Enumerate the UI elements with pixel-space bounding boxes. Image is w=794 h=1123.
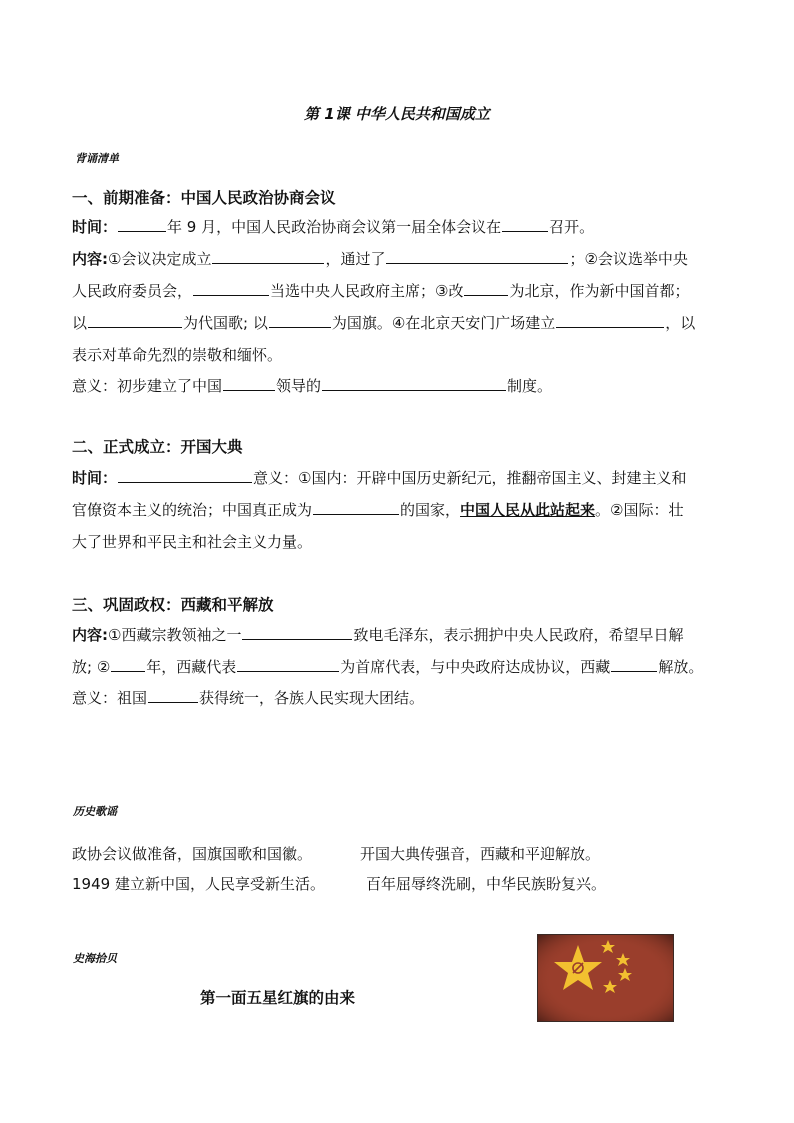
s2-l2a: 官僚资本主义的统治；中国真正成为 [72, 501, 313, 519]
s3-l2a: 放; ② [72, 658, 111, 676]
s3-l2d: 解放。 [658, 658, 704, 676]
section3-heading: 三、巩固政权：西藏和平解放 [72, 596, 274, 614]
s1-c2c: 为北京，作为新中国首都； [509, 282, 690, 300]
s1-c1c: ；②会议选举中央 [569, 250, 688, 268]
blank-independent[interactable] [313, 499, 399, 515]
s1-time-label: 时间： [72, 218, 118, 236]
blank-party[interactable] [223, 375, 275, 391]
s1-content-line2 [72, 280, 689, 301]
section-tag-song: 历史歌谣 [73, 805, 117, 818]
s2-l2d: 。②国际：壮 [595, 501, 684, 519]
blank-religious-leader[interactable] [242, 624, 352, 640]
s1-c3b: 为代国歌; 以 [183, 314, 268, 332]
s1-meaning-a: 意义：初步建立了中国 [72, 377, 223, 395]
flag-photo [537, 934, 674, 1022]
s1-c3c: 为国旗。④在北京天安门广场建立 [331, 314, 556, 332]
blank-year[interactable] [118, 216, 166, 232]
blank-representative[interactable] [237, 656, 339, 672]
s3-l1b: 致电毛泽东，表示拥护中央人民政府，希望早日解 [353, 626, 684, 644]
song-line1b: 开国大典传强音，西藏和平迎解放。 [360, 845, 601, 863]
s2-l2b: 的国家， [400, 501, 461, 519]
s2-line2 [72, 499, 684, 520]
song-line2b: 百年屈辱终洗刷，中华民族盼复兴。 [366, 875, 607, 893]
blank-flag[interactable] [269, 312, 331, 328]
s3-meaning-line [72, 687, 424, 708]
blank-ceremony-date[interactable] [118, 467, 252, 483]
s3-l2b: 年，西藏代表 [146, 658, 237, 676]
s1-content-label: 内容: [72, 250, 108, 268]
s1-c3d: ，以 [665, 314, 696, 332]
s3-line2 [72, 656, 703, 677]
s1-content-line3 [72, 312, 695, 333]
s1-meaning-c: 制度。 [507, 377, 553, 395]
blank-government[interactable] [212, 248, 324, 264]
song-line2a: 1949 建立新中国，人民享受新生活。 [72, 875, 325, 893]
s3-meaning-b: 获得统一，各族人民实现大团结。 [199, 689, 425, 707]
s1-c2b: 当选中央人民政府主席；③改 [270, 282, 464, 300]
blank-common-program[interactable] [386, 248, 568, 264]
s1-c1a: ①会议决定成立 [108, 250, 212, 268]
section2-heading: 二、正式成立：开国大典 [72, 438, 243, 456]
s1-c2a: 人民政府委员会， [72, 282, 193, 300]
blank-peaceful[interactable] [611, 656, 657, 672]
s3-line1 [72, 624, 683, 645]
s2-time-label: 时间： [72, 469, 118, 487]
s1-c1b: ，通过了 [325, 250, 386, 268]
s2-emphasis: 中国人民从此站起来 [460, 501, 596, 519]
section-tag-shell: 史海拾贝 [73, 952, 117, 965]
s2-l1: 意义：①国内：开辟中国历史新纪元，推翻帝国主义、封建主义和 [253, 469, 687, 487]
song-line1a: 政协会议做准备，国旗国歌和国徽。 [72, 845, 313, 863]
s1-time-text-a: 年 9 月，中国人民政治协商会议第一届全体会议在 [167, 218, 502, 236]
s1-time-line [72, 216, 594, 237]
s1-meaning-line [72, 375, 552, 396]
s3-l1a: ①西藏宗教领袖之一 [108, 626, 242, 644]
blank-place[interactable] [502, 216, 548, 232]
s1-content-line4: 表示对革命先烈的崇敬和缅怀。 [72, 346, 283, 364]
blank-year-1951[interactable] [111, 656, 145, 672]
s1-content-line1 [72, 248, 688, 269]
section-tag-recite: 背诵清单 [75, 152, 119, 165]
section1-heading: 一、前期准备：中国人民政治协商会议 [72, 189, 336, 207]
s2-line1 [72, 467, 686, 488]
blank-system[interactable] [322, 375, 506, 391]
s1-time-text-b: 召开。 [549, 218, 595, 236]
blank-city[interactable] [464, 280, 508, 296]
blank-chairman[interactable] [193, 280, 269, 296]
s3-content-label: 内容: [72, 626, 108, 644]
blank-anthem[interactable] [88, 312, 182, 328]
story-title: 第一面五星红旗的由来 [200, 989, 356, 1007]
s3-meaning-a: 意义：祖国 [72, 689, 148, 707]
s1-meaning-b: 领导的 [276, 377, 322, 395]
blank-mainland[interactable] [148, 687, 198, 703]
page-title: 第 1课 中华人民共和国成立 [304, 105, 490, 123]
s2-line3: 大了世界和平民主和社会主义力量。 [72, 533, 313, 551]
s3-l2c: 为首席代表，与中央政府达成协议，西藏 [340, 658, 611, 676]
s1-c3a: 以 [72, 314, 88, 332]
flag-star-icon [538, 935, 674, 1022]
blank-monument[interactable] [556, 312, 664, 328]
